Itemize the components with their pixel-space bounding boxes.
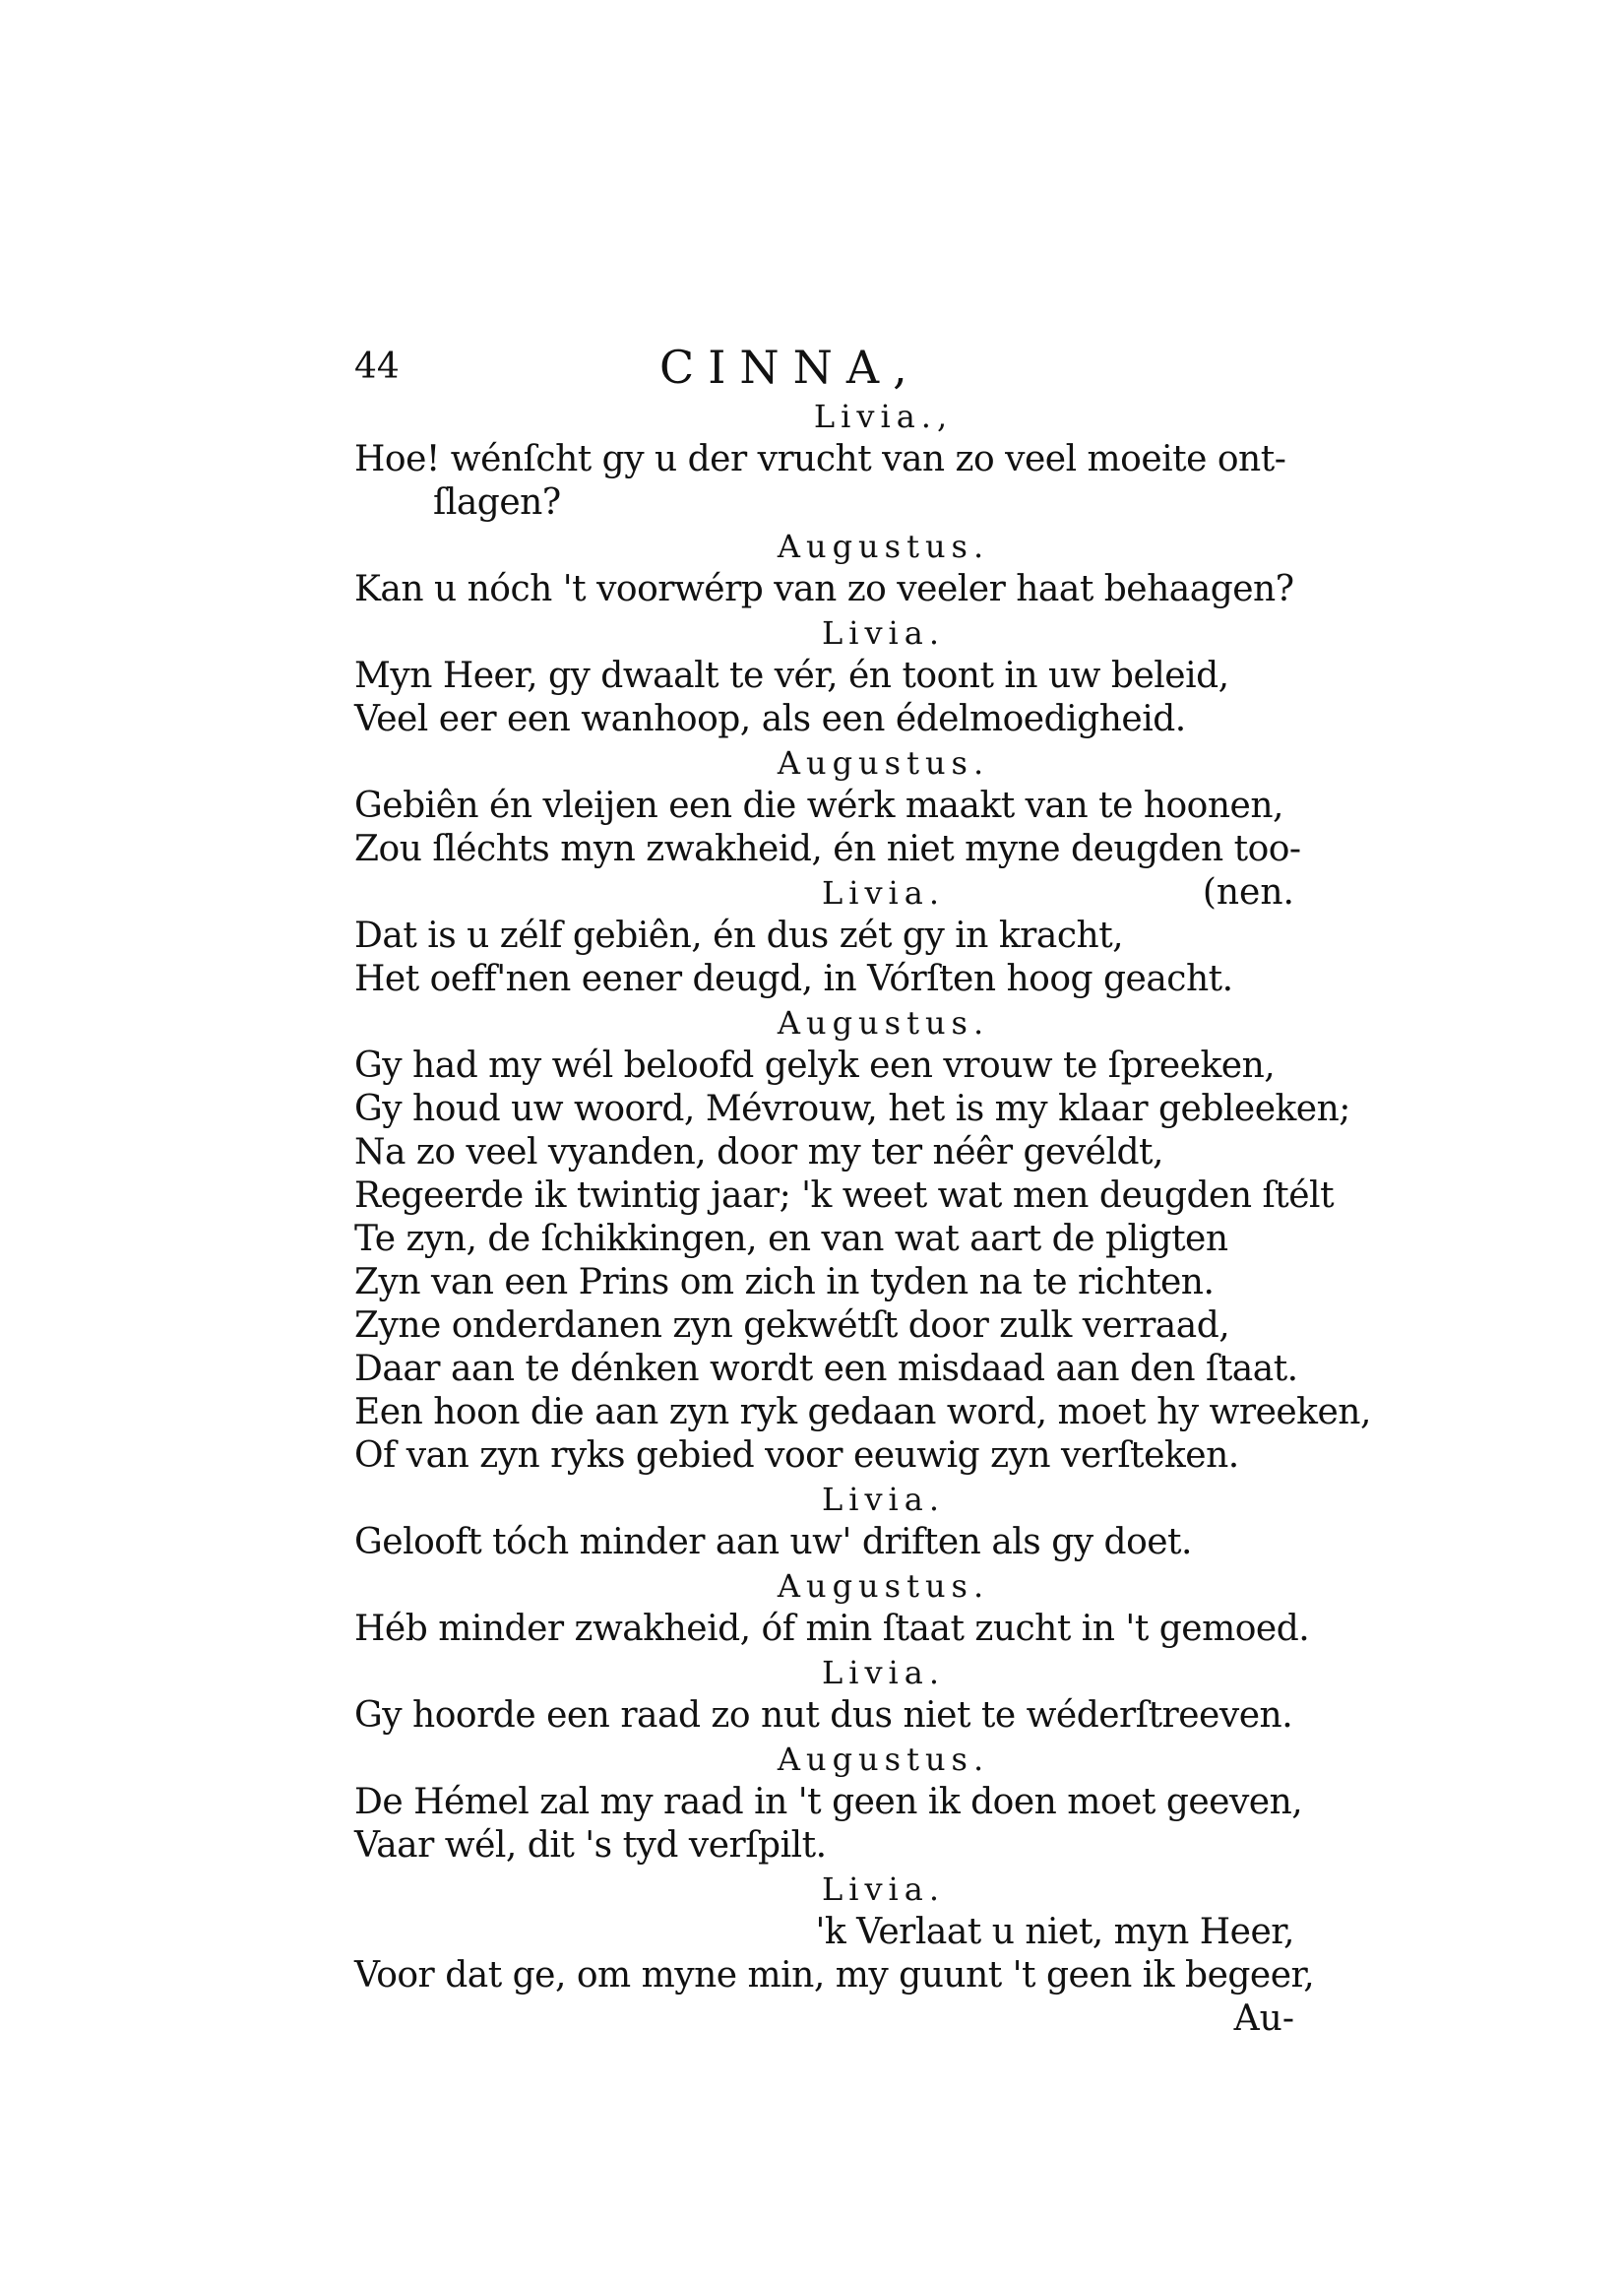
page-number: 44 bbox=[354, 347, 400, 387]
verse-line: Gebiên én vleijen een die wérk maakt van te hoonen, bbox=[354, 786, 1283, 826]
speaker-heading-with-turnover bbox=[354, 871, 1294, 915]
speaker-heading: Livia., bbox=[813, 398, 954, 435]
speaker-heading: Livia. bbox=[821, 614, 946, 652]
page-text-block bbox=[354, 340, 1371, 2041]
verse-line: Na zo veel vyanden, door my ter néêr gevéldt, bbox=[354, 1132, 1163, 1172]
verse-turnover: (nen. bbox=[1202, 872, 1294, 913]
verse-line: Myn Heer, gy dwaalt te vér, én toont in uw beleid, bbox=[354, 656, 1229, 696]
verse-line: Gy houd uw woord, Mévrouw, het is my klaar gebleeken; bbox=[354, 1089, 1350, 1129]
page-header bbox=[354, 340, 1294, 395]
verse-line: Gy had my wél beloofd gelyk een vrouw te ſpreeken, bbox=[354, 1045, 1276, 1086]
speaker-heading: Augustus. bbox=[777, 1741, 990, 1778]
verse-line: 'k Verlaat u niet, myn Heer, bbox=[815, 1912, 1294, 1952]
catchword: Au- bbox=[1233, 1998, 1294, 2039]
verse-line: ſlagen? bbox=[433, 482, 561, 523]
speaker-heading: Augustus. bbox=[777, 744, 990, 782]
verse-line: Een hoon die aan zyn ryk gedaan word, moet hy wreeken, bbox=[354, 1392, 1371, 1432]
play-text bbox=[354, 395, 1371, 1997]
speaker-heading: Augustus. bbox=[777, 1567, 990, 1605]
verse-line: Daar aan te dénken wordt een misdaad aan den ſtaat. bbox=[354, 1349, 1298, 1389]
verse-line: Héb minder zwakheid, óf min ſtaat zucht in 't gemoed. bbox=[354, 1609, 1310, 1649]
verse-line: Zyne onderdanen zyn gekwétſt door zulk verraad, bbox=[354, 1305, 1230, 1346]
verse-line: Zou ſléchts myn zwakheid, én niet myne deugden too- bbox=[354, 829, 1301, 869]
verse-line: Gy hoorde een raad zo nut dus niet te wéderſtreeven. bbox=[354, 1695, 1293, 1736]
verse-line: De Hémel zal my raad in 't geen ik doen moet geeven, bbox=[354, 1782, 1303, 1822]
speaker-heading: Livia. bbox=[821, 1654, 946, 1691]
speaker-heading: Livia. bbox=[821, 1481, 946, 1518]
speaker-heading: Augustus. bbox=[777, 528, 990, 565]
speaker-heading: Augustus. bbox=[777, 1004, 990, 1042]
verse-line: Vaar wél, dit 's tyd verſpilt. bbox=[354, 1825, 827, 1866]
verse-line: Kan u nóch 't voorwérp van zo veeler haat behaagen? bbox=[354, 569, 1294, 609]
verse-line: Dat is u zélf gebiên, én dus zét gy in kracht, bbox=[354, 916, 1124, 956]
verse-line: Voor dat ge, om myne min, my guunt 't geen ik begeer, bbox=[354, 1955, 1315, 1996]
verse-line: Gelooft tóch minder aan uw' driften als gy doet. bbox=[354, 1522, 1192, 1562]
running-title: CINNA, bbox=[659, 341, 921, 394]
verse-line: Hoe! wénſcht gy u der vrucht van zo veel moeite ont- bbox=[354, 439, 1286, 479]
speaker-heading: Livia. bbox=[821, 1870, 946, 1908]
speaker-heading: Livia. bbox=[821, 874, 946, 912]
verse-line: Zyn van een Prins om zich in tyden na te richten. bbox=[354, 1262, 1215, 1302]
verse-line: Het oeff'nen eener deugd, in Vórſten hoog geacht. bbox=[354, 959, 1233, 999]
verse-line: Veel eer een wanhoop, als een édelmoedigheid. bbox=[354, 699, 1186, 739]
verse-line: Regeerde ik twintig jaar; 'k weet wat men deugden ſtélt bbox=[354, 1175, 1335, 1216]
verse-line: Te zyn, de ſchikkingen, en van wat aart de pligten bbox=[354, 1219, 1228, 1259]
verse-line: Of van zyn ryks gebied voor eeuwig zyn verſteken. bbox=[354, 1435, 1239, 1476]
